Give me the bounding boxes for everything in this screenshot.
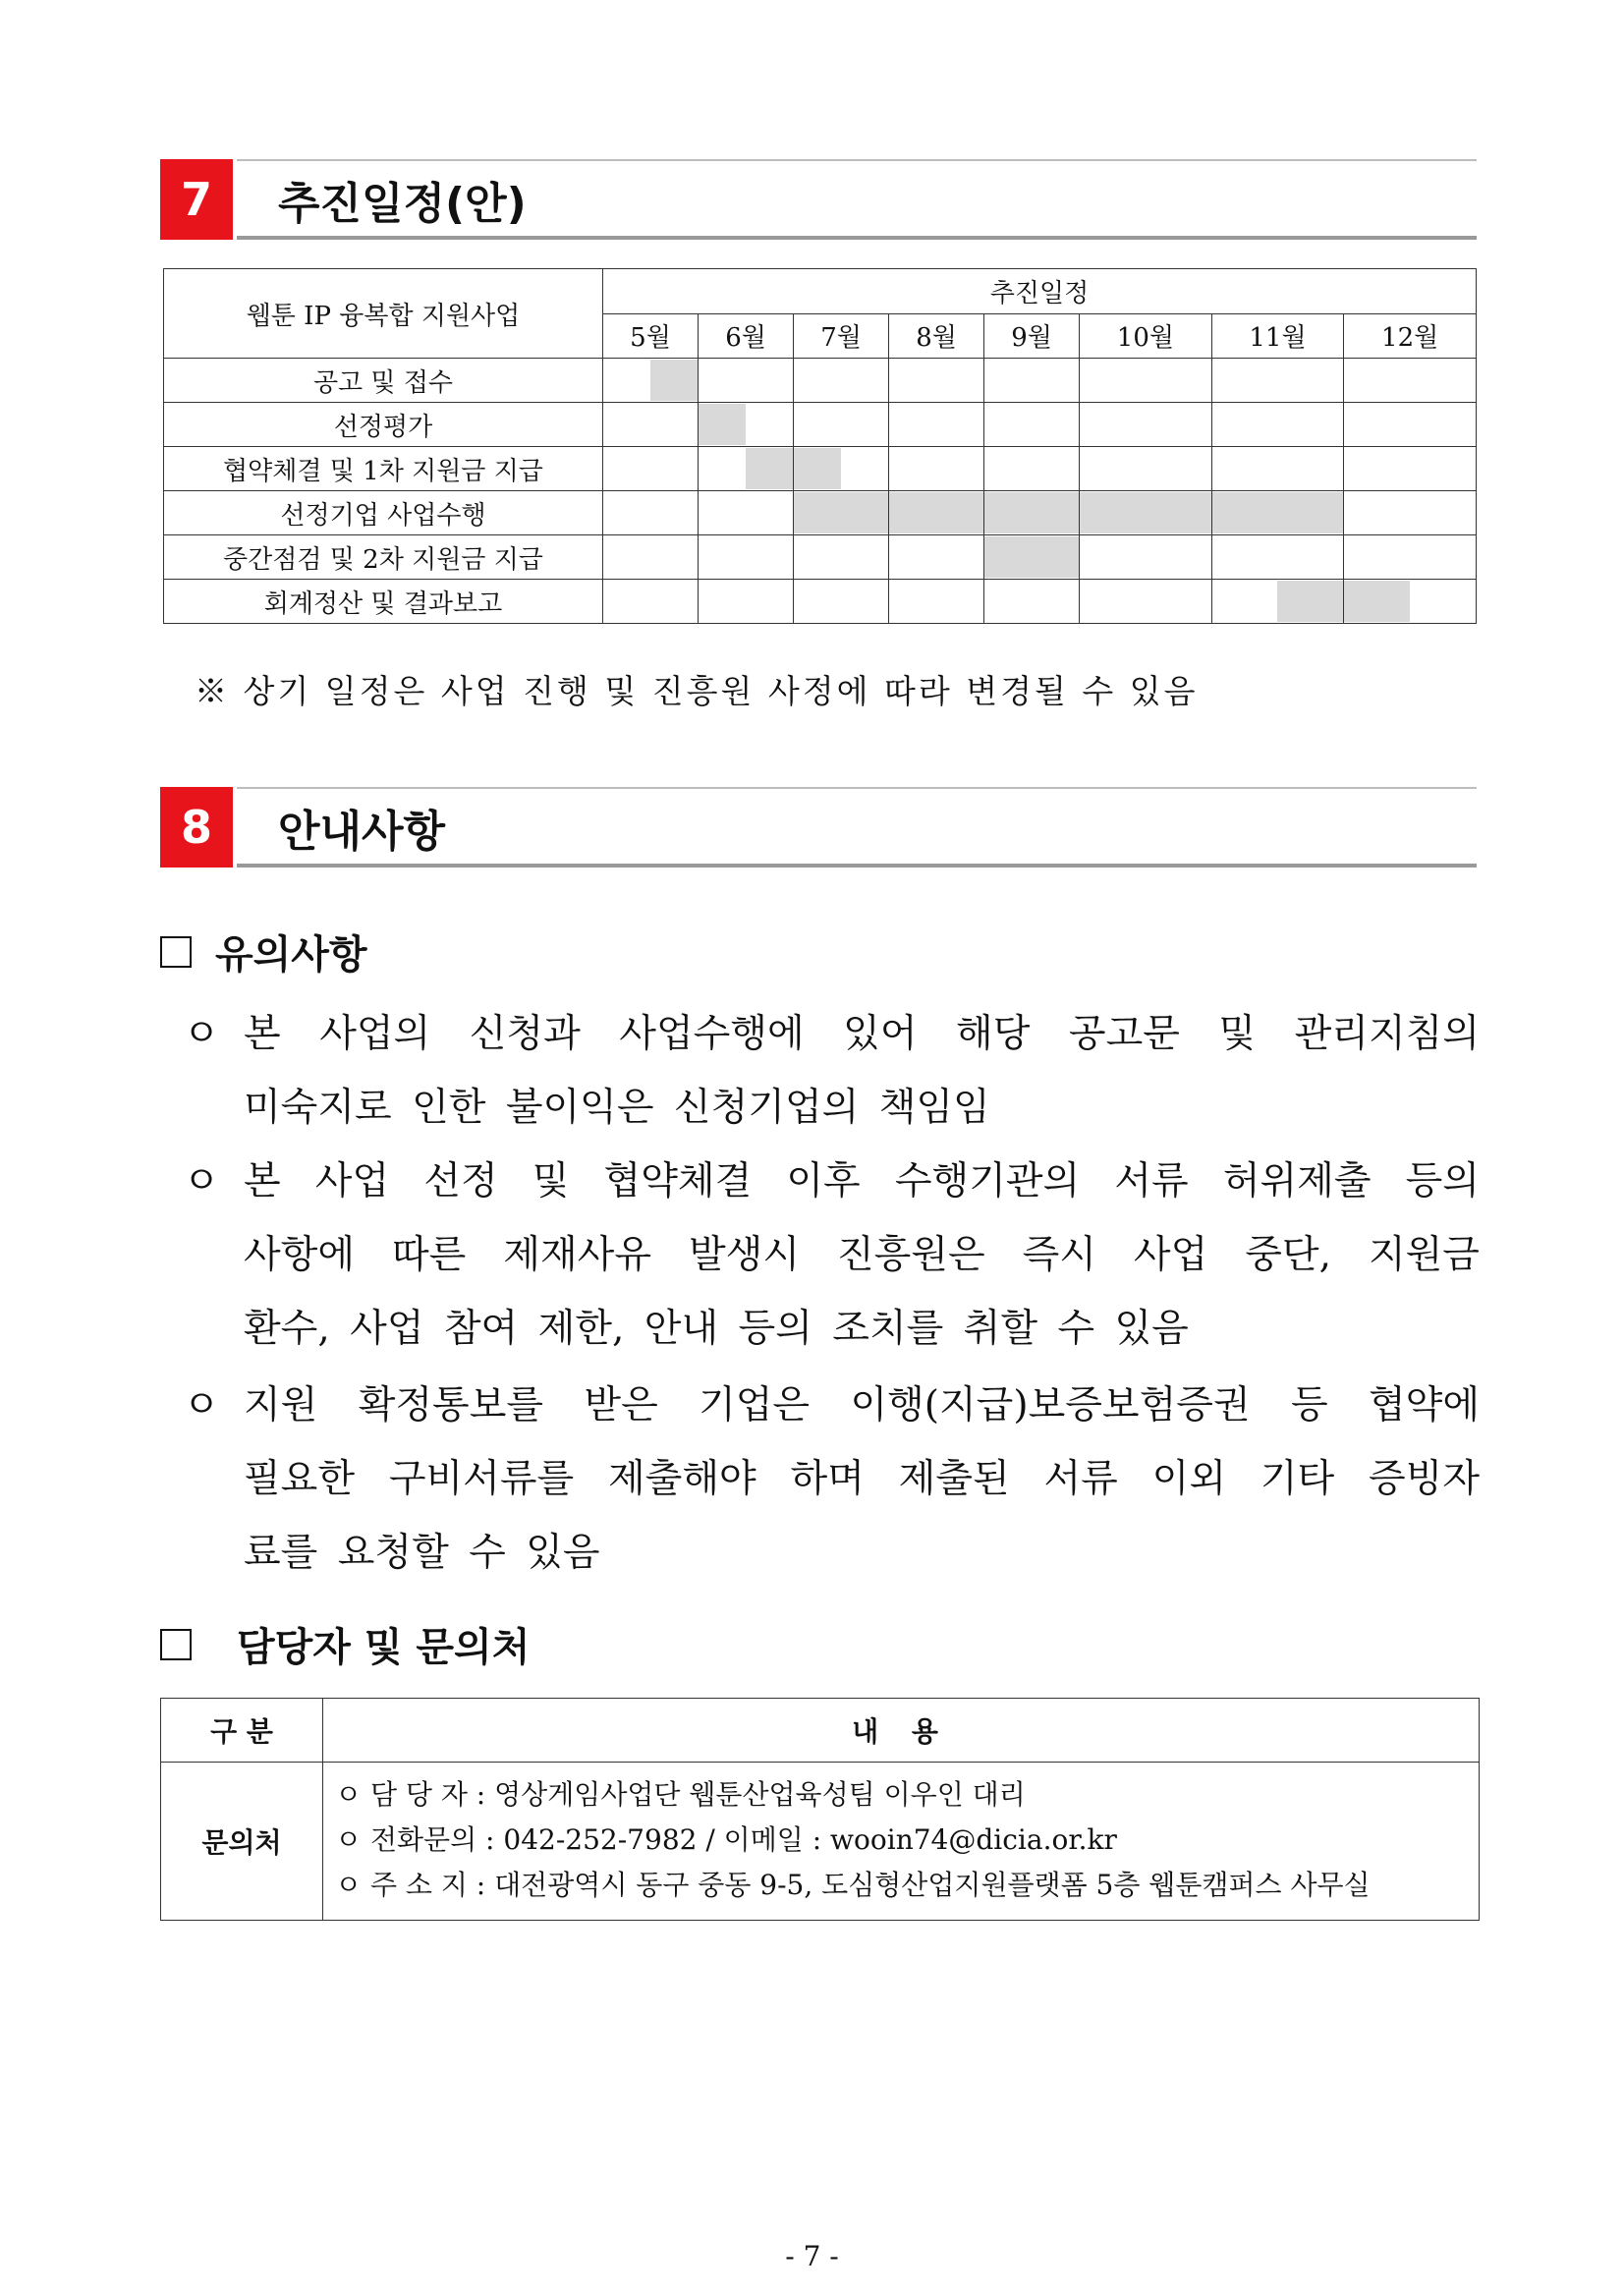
schedule-cell [603, 580, 699, 624]
schedule-cell [889, 403, 984, 447]
schedule-row [164, 403, 1477, 447]
schedule-cell [984, 580, 1080, 624]
month-header: 6월 [699, 313, 794, 359]
contact-col-header: 내 용 [323, 1699, 1480, 1763]
schedule-cell [603, 447, 699, 491]
schedule-cell [603, 359, 699, 403]
schedule-bar [794, 492, 888, 533]
bullet-circle-icon: ㅇ [183, 1159, 220, 1204]
checkbox-square-icon [160, 1629, 192, 1660]
schedule-table [163, 268, 1477, 624]
schedule-bar [1080, 492, 1211, 533]
notice-line: 료를 요청할 수 있음 [244, 1531, 600, 1575]
schedule-cell [1080, 491, 1212, 535]
schedule-cell [889, 491, 984, 535]
schedule-bar [650, 360, 698, 401]
section-8-header [160, 787, 1477, 868]
schedule-cell [794, 447, 889, 491]
schedule-cell [1211, 403, 1344, 447]
month-header: 7월 [794, 313, 889, 359]
task-label: 선정평가 [164, 403, 603, 447]
header-rule-bottom [237, 236, 1477, 240]
schedule-cell [1344, 580, 1477, 624]
notice-line: 본 사업 선정 및 협약체결 이후 수행기관의 서류 허위제출 등의 [244, 1159, 1480, 1204]
contact-table [160, 1698, 1480, 1921]
schedule-cell [1344, 447, 1477, 491]
header-rule-bottom [237, 864, 1477, 868]
schedule-cell [794, 359, 889, 403]
notice-heading-text: 유의사항 [215, 932, 367, 978]
schedule-cell [1080, 535, 1212, 580]
schedule-cell [984, 447, 1080, 491]
notice-line: 필요한 구비서류를 제출해야 하며 제출된 서류 이외 기타 증빙자 [244, 1457, 1480, 1501]
schedule-row [164, 580, 1477, 624]
schedule-bar [1212, 492, 1344, 533]
notice-line: 미숙지로 인한 불이익은 신청기업의 책임임 [244, 1086, 990, 1130]
schedule-bar [1344, 581, 1410, 622]
notice-heading [160, 924, 367, 980]
month-header: 10월 [1080, 313, 1212, 359]
schedule-cell [794, 403, 889, 447]
schedule-cell [1344, 359, 1477, 403]
schedule-cell [699, 535, 794, 580]
schedule-cell [1211, 491, 1344, 535]
schedule-bar [984, 536, 1079, 578]
schedule-cell [699, 359, 794, 403]
schedule-cell [794, 491, 889, 535]
schedule-cell [889, 580, 984, 624]
month-header: 8월 [889, 313, 984, 359]
contact-line: ㅇ 전화문의 : 042-252-7982 / 이메일 : wooin74@dicia.or.kr [335, 1823, 1117, 1856]
section-title: 추진일정(안) [278, 179, 527, 229]
task-label: 공고 및 접수 [164, 359, 603, 403]
schedule-header-group: 추진일정 [603, 269, 1477, 314]
task-label: 협약체결 및 1차 지원금 지급 [164, 447, 603, 491]
contact-row-label: 문의처 [161, 1763, 323, 1921]
schedule-cell [794, 535, 889, 580]
task-label: 선정기업 사업수행 [164, 491, 603, 535]
schedule-cell [889, 359, 984, 403]
contact-details [323, 1763, 1480, 1921]
notice-item [183, 1369, 1480, 1590]
task-label: 중간점검 및 2차 지원금 지급 [164, 535, 603, 580]
schedule-cell [1080, 359, 1212, 403]
notice-line: 환수, 사업 참여 제한, 안내 등의 조치를 취할 수 있음 [244, 1307, 1189, 1351]
page-number: - 7 - [785, 2240, 839, 2272]
schedule-bar [889, 492, 983, 533]
schedule-cell [1344, 491, 1477, 535]
schedule-row [164, 447, 1477, 491]
schedule-cell [1344, 535, 1477, 580]
schedule-cell [1211, 447, 1344, 491]
schedule-cell [889, 535, 984, 580]
notice-line: 지원 확정통보를 받은 기업은 이행(지급)보증보험증권 등 협약에 [244, 1383, 1480, 1428]
month-header: 5월 [603, 313, 699, 359]
section-title: 안내사항 [278, 807, 446, 857]
schedule-cell [1344, 403, 1477, 447]
schedule-cell [1211, 535, 1344, 580]
bullet-circle-icon: ㅇ [183, 1012, 220, 1056]
schedule-cell [984, 535, 1080, 580]
schedule-bar [984, 492, 1079, 533]
contact-heading-text: 담당자 및 문의처 [237, 1625, 531, 1670]
schedule-bar [794, 448, 841, 489]
contact-line: ㅇ 담 당 자 : 영상게임사업단 웹툰산업육성팀 이우인 대리 [335, 1778, 1026, 1811]
notice-item [183, 1145, 1480, 1366]
schedule-bar [699, 404, 746, 445]
schedule-cell [1080, 580, 1212, 624]
contact-col-header: 구 분 [161, 1699, 323, 1763]
schedule-cell [1211, 359, 1344, 403]
schedule-cell [1080, 447, 1212, 491]
section-number: 8 [160, 787, 233, 868]
schedule-header-label: 웹툰 IP 융복합 지원사업 [164, 269, 603, 359]
contact-line: ㅇ 주 소 지 : 대전광역시 동구 중동 9-5, 도심형산업지원플랫폼 5층 웹툰캠퍼스 사무실 [335, 1869, 1371, 1901]
schedule-cell [699, 580, 794, 624]
notice-line: 사항에 따른 제재사유 발생시 진흥원은 즉시 사업 중단, 지원금 [244, 1233, 1480, 1277]
contact-heading [160, 1616, 530, 1672]
schedule-bar [746, 448, 793, 489]
schedule-cell [699, 447, 794, 491]
section-number: 7 [160, 159, 233, 240]
schedule-cell [1080, 403, 1212, 447]
schedule-bar [1277, 581, 1343, 622]
checkbox-square-icon [160, 936, 192, 968]
schedule-row [164, 491, 1477, 535]
schedule-cell [699, 403, 794, 447]
month-header: 11월 [1211, 313, 1344, 359]
schedule-body [164, 359, 1477, 624]
schedule-cell [984, 403, 1080, 447]
schedule-cell [603, 535, 699, 580]
task-label: 회계정산 및 결과보고 [164, 580, 603, 624]
schedule-row [164, 535, 1477, 580]
month-header: 9월 [984, 313, 1080, 359]
notice-item [183, 997, 1480, 1145]
section-7-header [160, 159, 1477, 240]
month-header: 12월 [1344, 313, 1477, 359]
schedule-cell [889, 447, 984, 491]
schedule-cell [984, 491, 1080, 535]
schedule-cell [794, 580, 889, 624]
schedule-cell [603, 403, 699, 447]
notice-line: 본 사업의 신청과 사업수행에 있어 해당 공고문 및 관리지침의 [244, 1012, 1480, 1056]
schedule-cell [984, 359, 1080, 403]
schedule-row [164, 359, 1477, 403]
schedule-note: ※ 상기 일정은 사업 진행 및 진흥원 사정에 따라 변경될 수 있음 [195, 672, 1199, 710]
schedule-cell [699, 491, 794, 535]
bullet-circle-icon: ㅇ [183, 1383, 220, 1428]
schedule-cell [603, 491, 699, 535]
schedule-cell [1211, 580, 1344, 624]
